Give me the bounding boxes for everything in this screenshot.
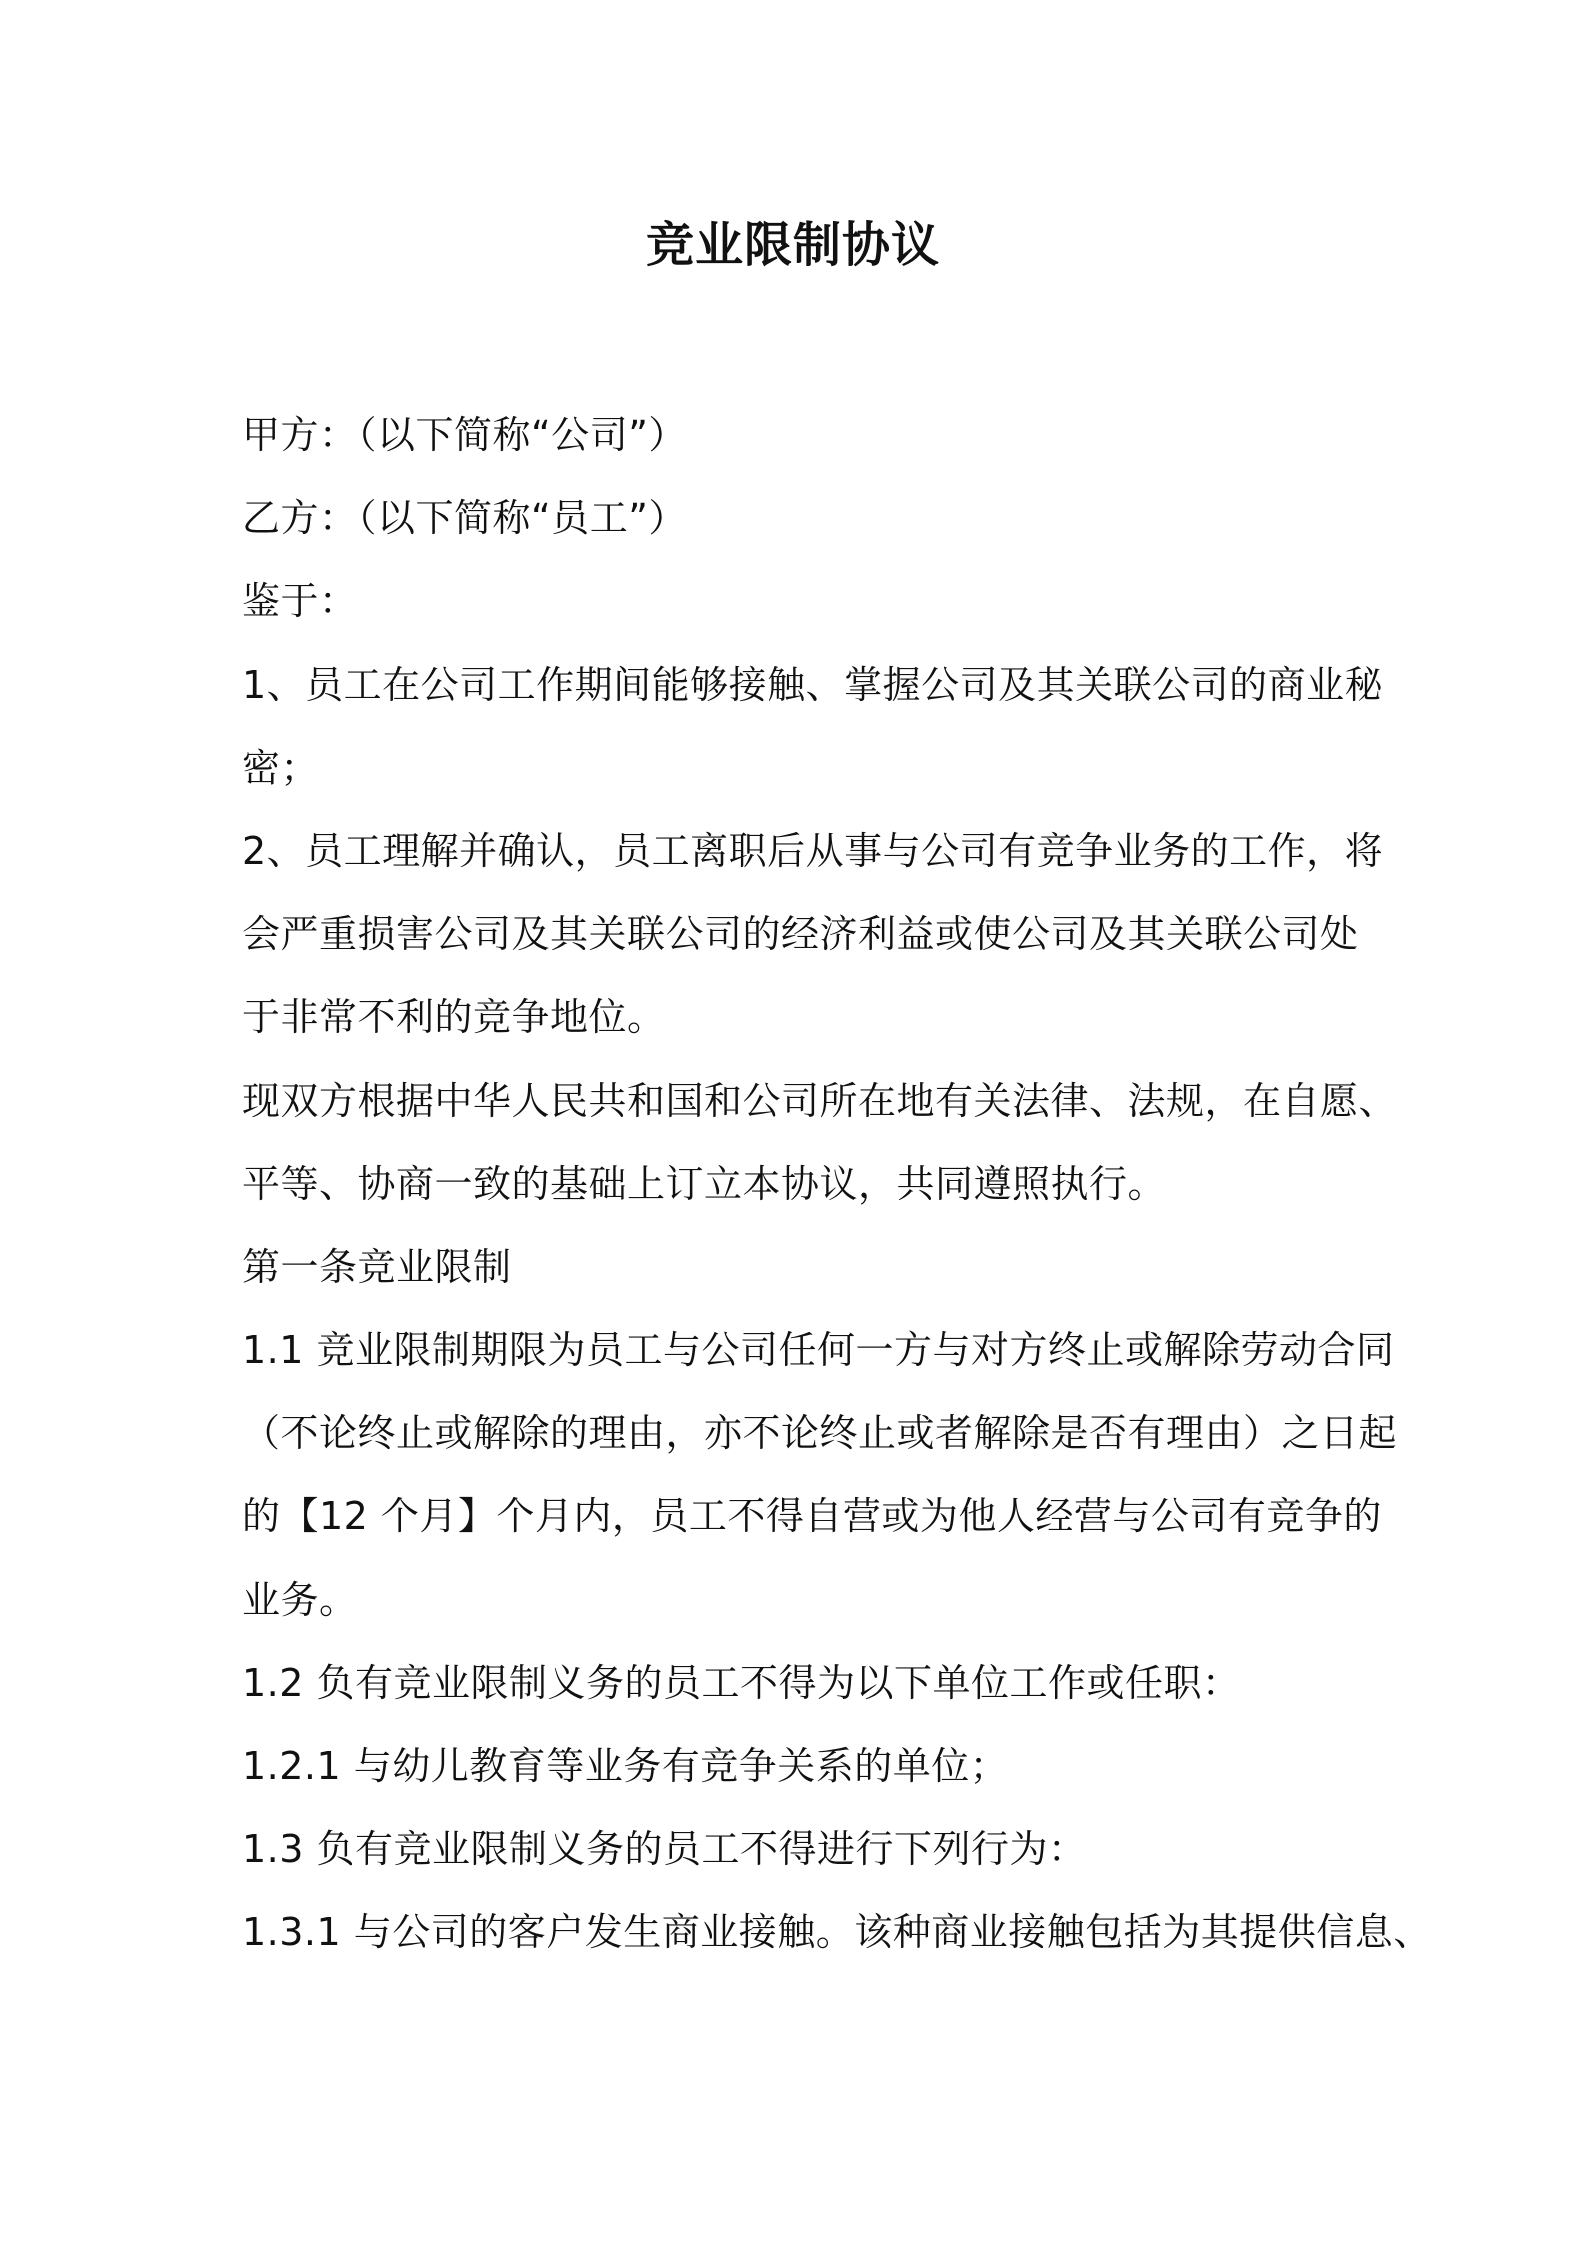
recital-1-line-2: 密； [242,746,320,790]
recital-2-line-1: 2、员工理解并确认，员工离职后从事与公司有竞争业务的工作，将 [242,829,1384,873]
document-title: 竞业限制协议 [645,217,940,273]
party-b-line: 乙方：（以下简称“员工”） [242,496,687,540]
clause-1-2-1: 1.2.1 与幼儿教育等业务有竞争关系的单位； [242,1744,1009,1788]
recital-2-line-3: 于非常不利的竞争地位。 [242,995,666,1039]
article-1-heading: 第一条竞业限制 [242,1245,512,1289]
recital-2-line-2: 会严重损害公司及其关联公司的经济利益或使公司及其关联公司处 [242,912,1359,956]
agreement-line-1: 现双方根据中华人民共和国和公司所在地有关法律、法规，在自愿、 [242,1079,1398,1123]
clause-1-1-line-2: （不论终止或解除的理由，亦不论终止或者解除是否有理由）之日起 [242,1411,1398,1455]
clause-1-3: 1.3 负有竞业限制义务的员工不得进行下列行为： [242,1827,1087,1871]
clause-1-1-line-4: 业务。 [242,1578,358,1622]
clause-1-3-1-line-1: 1.3.1 与公司的客户发生商业接触。该种商业接触包括为其提供信息、 [242,1910,1432,1954]
whereas-heading: 鉴于： [242,579,358,623]
agreement-line-2: 平等、协商一致的基础上订立本协议，共同遵照执行。 [242,1162,1167,1206]
clause-1-2: 1.2 负有竞业限制义务的员工不得为以下单位工作或任职： [242,1661,1241,1705]
clause-1-1-line-1: 1.1 竞业限制期限为员工与公司任何一方与对方终止或解除劳动合同 [242,1328,1395,1372]
recital-1-line-1: 1、员工在公司工作期间能够接触、掌握公司及其关联公司的商业秘 [242,663,1384,707]
party-a-line: 甲方：（以下简称“公司”） [242,413,687,457]
clause-1-1-line-3: 的【12 个月】个月内，员工不得自营或为他人经营与公司有竞争的 [242,1494,1382,1538]
